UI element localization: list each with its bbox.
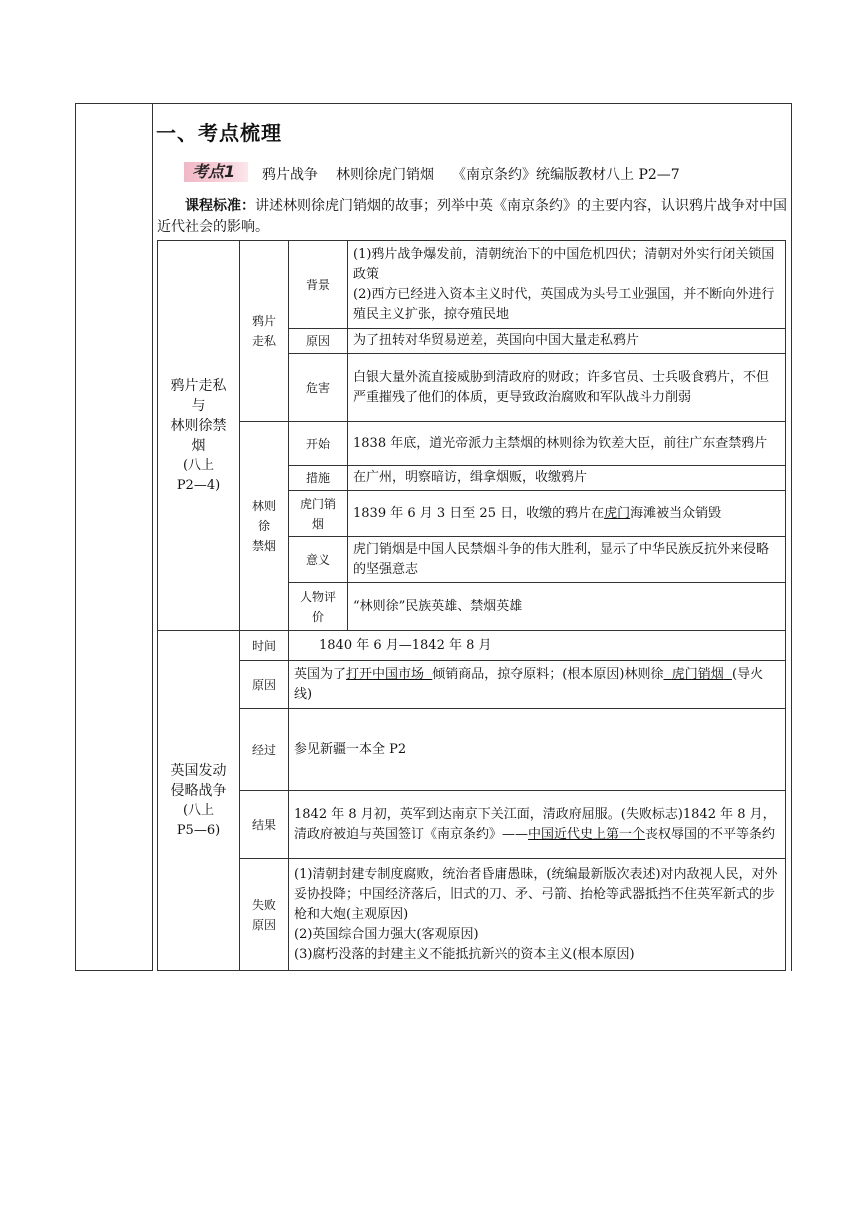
row-content: 为了扭转对华贸易逆差，英国向中国大量走私鸦片 — [348, 329, 786, 354]
row-content: 1842 年 8 月初，英军到达南京下关江面，清政府屈服。(失败标志)1842 年 8 月，清政府被迫与英国签订《南京条约》——中国近代史上第一个丧权辱国的不平等条约 — [289, 791, 786, 859]
section-title: 一、考点梳理 — [156, 121, 282, 145]
row-label: 时间 — [240, 631, 289, 661]
row-label: 结果 — [240, 791, 289, 859]
table-row — [158, 631, 786, 661]
topic-3: 《南京条约》统编版教材八上 P2—7 — [452, 167, 680, 183]
outer-left-column — [75, 103, 152, 971]
row-label: 措施 — [289, 466, 348, 491]
row-label: 虎门销 烟 — [289, 491, 348, 537]
course-standard — [157, 196, 793, 238]
row-content: 虎门销烟是中国人民禁烟斗争的伟大胜利，显示了中华民族反抗外来侵略的坚强意志 — [348, 537, 786, 583]
row-label: 原因 — [289, 329, 348, 354]
topic-line — [262, 164, 698, 184]
table-row — [158, 791, 786, 859]
row-label: 经过 — [240, 709, 289, 791]
row-content: 参见新疆一本全 P2 — [289, 709, 786, 791]
row-content: 白银大量外流直接威胁到清政府的财政；许多官员、士兵吸食鸦片，不但严重摧残了他们的体质，更导致政治腐败和军队战斗力削弱 — [348, 354, 786, 422]
table-row — [158, 241, 786, 329]
row-label: 背景 — [289, 241, 348, 329]
row-content: 1839 年 6 月 3 日至 25 日，收缴的鸦片在虎门海滩被当众销毁 — [348, 491, 786, 537]
table-row — [158, 422, 786, 466]
row-content: 英国为了打开中国市场 倾销商品，掠夺原料；(根本原因)林则徐 虎门销烟 (导火线) — [289, 661, 786, 709]
row-label: 危害 — [289, 354, 348, 422]
row-label: 人物评 价 — [289, 583, 348, 631]
row-label: 原因 — [240, 661, 289, 709]
knowledge-table — [157, 240, 786, 971]
subgroup-opium-smuggling: 鸦片 走私 — [240, 241, 289, 422]
topic-1: 鸦片战争 — [262, 167, 318, 183]
topic-badge: 考点1 — [184, 162, 248, 182]
row-content: 在广州，明察暗访，缉拿烟贩，收缴鸦片 — [348, 466, 786, 491]
table-row — [158, 661, 786, 709]
row-label: 失败 原因 — [240, 859, 289, 971]
row-label: 意义 — [289, 537, 348, 583]
course-standard-label: 课程标准： — [185, 198, 255, 214]
course-standard-text: 讲述林则徐虎门销烟的故事；列举中英《南京条约》的主要内容，认识鸦片战争对中国近代社会的影响。 — [157, 198, 787, 235]
table-row — [158, 709, 786, 791]
topic-2: 林则徐虎门销烟 — [336, 167, 434, 183]
group2-title: 英国发动 侵略战争 (八上 P5—6) — [158, 631, 240, 971]
subgroup-lin-zexu-ban: 林则 徐 禁烟 — [240, 422, 289, 631]
row-content: (1)清朝封建专制度腐败，统治者昏庸愚昧，(统编最新版次表述)对内敌视人民，对外妥协投降；中国经济落后，旧式的刀、矛、弓箭、抬枪等武器抵挡不住英军新式的步枪和大炮(主观原因) (2)英国综合国力强大(客观原因) (3)腐朽没落的封建主义不能抵抗新兴的资本主义(根本原因) — [289, 859, 786, 971]
table-row — [158, 859, 786, 971]
row-label: 开始 — [289, 422, 348, 466]
group1-title: 鸦片走私 与 林则徐禁 烟 (八上 P2—4) — [158, 241, 240, 631]
row-content: (1)鸦片战争爆发前，清朝统治下的中国危机四伏；清朝对外实行闭关锁国政策 (2)西方已经进入资本主义时代，英国成为头号工业强国，并不断向外进行殖民主义扩张，掠夺殖民地 — [348, 241, 786, 329]
row-content: “林则徐”民族英雄、禁烟英雄 — [348, 583, 786, 631]
row-content: 1840 年 6 月—1842 年 8 月 — [289, 631, 786, 661]
row-content: 1838 年底，道光帝派力主禁烟的林则徐为钦差大臣，前往广东查禁鸦片 — [348, 422, 786, 466]
